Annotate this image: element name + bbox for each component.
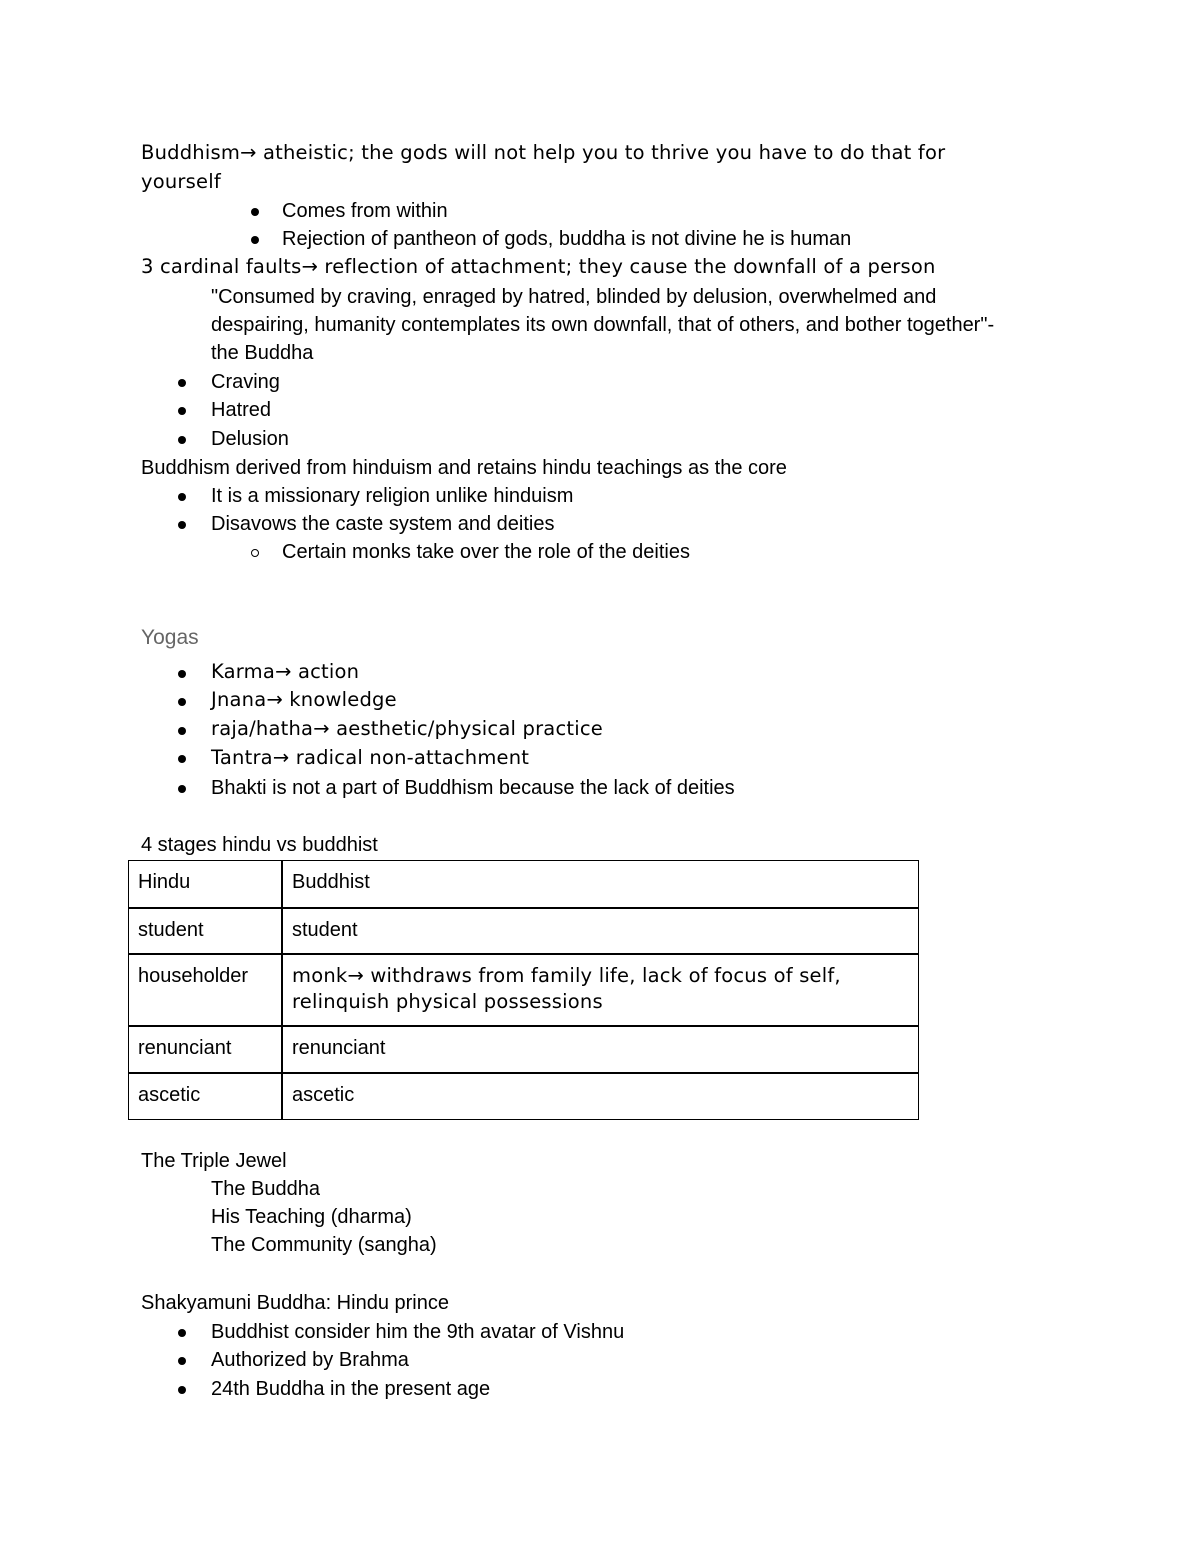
intro-bullet: Comes from within xyxy=(282,200,448,222)
table-cell-line: relinquish physical possessions xyxy=(292,990,603,1013)
intro-bullet: Rejection of pantheon of gods, buddha is not divine he is human xyxy=(282,228,852,250)
bullet-dot-icon xyxy=(178,785,186,793)
bullet-dot-icon xyxy=(178,670,186,678)
table-header-row xyxy=(128,860,919,908)
derived-heading: Buddhism derived from hinduism and retains hindu teachings as the core xyxy=(141,457,787,479)
derived-bullet: It is a missionary religion unlike hinduism xyxy=(211,485,574,507)
table-row xyxy=(128,954,919,1026)
yoga-item: Tantra→ radical non-attachment xyxy=(211,746,530,769)
table-cell: renunciant xyxy=(128,1026,282,1073)
buddha-quote-line: despairing, humanity contemplates its own downfall, that of others, and bother together"- xyxy=(211,314,995,336)
yogas-heading: Yogas xyxy=(141,626,199,649)
table-row xyxy=(128,1026,919,1073)
bullet-dot-icon xyxy=(178,755,186,763)
fault-item: Craving xyxy=(211,371,280,393)
table-cell: renunciant xyxy=(282,1026,919,1073)
faults-heading: 3 cardinal faults→ reflection of attachment; they cause the downfall of a person xyxy=(141,255,936,278)
bullet-dot-icon xyxy=(178,1386,186,1394)
bullet-dot-icon xyxy=(178,436,186,444)
bullet-dot-icon xyxy=(178,727,186,735)
bullet-dot-icon xyxy=(178,698,186,706)
jewel-item: The Buddha xyxy=(211,1178,320,1200)
yoga-item: raja/hatha→ aesthetic/physical practice xyxy=(211,717,603,740)
table-cell: ascetic xyxy=(128,1073,282,1120)
table-cell-line: monk→ withdraws from family life, lack of focus of self, xyxy=(292,964,841,987)
bullet-dot-icon xyxy=(178,493,186,501)
fault-item: Hatred xyxy=(211,399,272,421)
jewel-item: The Community (sangha) xyxy=(211,1234,437,1256)
table-cell xyxy=(282,954,919,1026)
table-header-cell: Hindu xyxy=(128,860,282,908)
derived-sub-bullet: Certain monks take over the role of the deities xyxy=(282,541,690,563)
yoga-item: Bhakti is not a part of Buddhism because the lack of deities xyxy=(211,777,735,799)
table-row xyxy=(128,1073,919,1120)
derived-bullet: Disavows the caste system and deities xyxy=(211,513,555,535)
jewel-heading: The Triple Jewel xyxy=(141,1150,287,1172)
intro-line-1: Buddhism→ atheistic; the gods will not help you to thrive you have to do that for xyxy=(141,141,946,164)
bullet-dot-icon xyxy=(178,407,186,415)
fault-item: Delusion xyxy=(211,428,289,450)
bullet-dot-icon xyxy=(178,379,186,387)
table-row xyxy=(128,908,919,954)
bullet-dot-icon xyxy=(251,236,259,244)
bullet-dot-icon xyxy=(251,208,259,216)
stages-table xyxy=(128,860,919,1120)
buddha-quote-line: the Buddha xyxy=(211,342,314,364)
shakyamuni-bullet: Buddhist consider him the 9th avatar of Vishnu xyxy=(211,1321,625,1343)
table-cell: student xyxy=(282,908,919,954)
buddha-quote-line: "Consumed by craving, enraged by hatred, blinded by delusion, overwhelmed and xyxy=(211,286,937,308)
table-cell: householder xyxy=(128,954,282,1026)
bullet-dot-icon xyxy=(178,521,186,529)
yoga-item: Karma→ action xyxy=(211,660,360,683)
table-header-cell: Buddhist xyxy=(282,860,919,908)
hollow-bullet-icon xyxy=(251,549,259,557)
shakyamuni-bullet: 24th Buddha in the present age xyxy=(211,1378,491,1400)
bullet-dot-icon xyxy=(178,1357,186,1365)
yoga-item: Jnana→ knowledge xyxy=(211,688,397,711)
intro-line-2: yourself xyxy=(141,170,221,193)
jewel-item: His Teaching (dharma) xyxy=(211,1206,412,1228)
table-cell: student xyxy=(128,908,282,954)
shakyamuni-heading: Shakyamuni Buddha: Hindu prince xyxy=(141,1292,449,1314)
bullet-dot-icon xyxy=(178,1329,186,1337)
table-cell: ascetic xyxy=(282,1073,919,1120)
stages-caption: 4 stages hindu vs buddhist xyxy=(141,834,378,856)
shakyamuni-bullet: Authorized by Brahma xyxy=(211,1349,409,1371)
